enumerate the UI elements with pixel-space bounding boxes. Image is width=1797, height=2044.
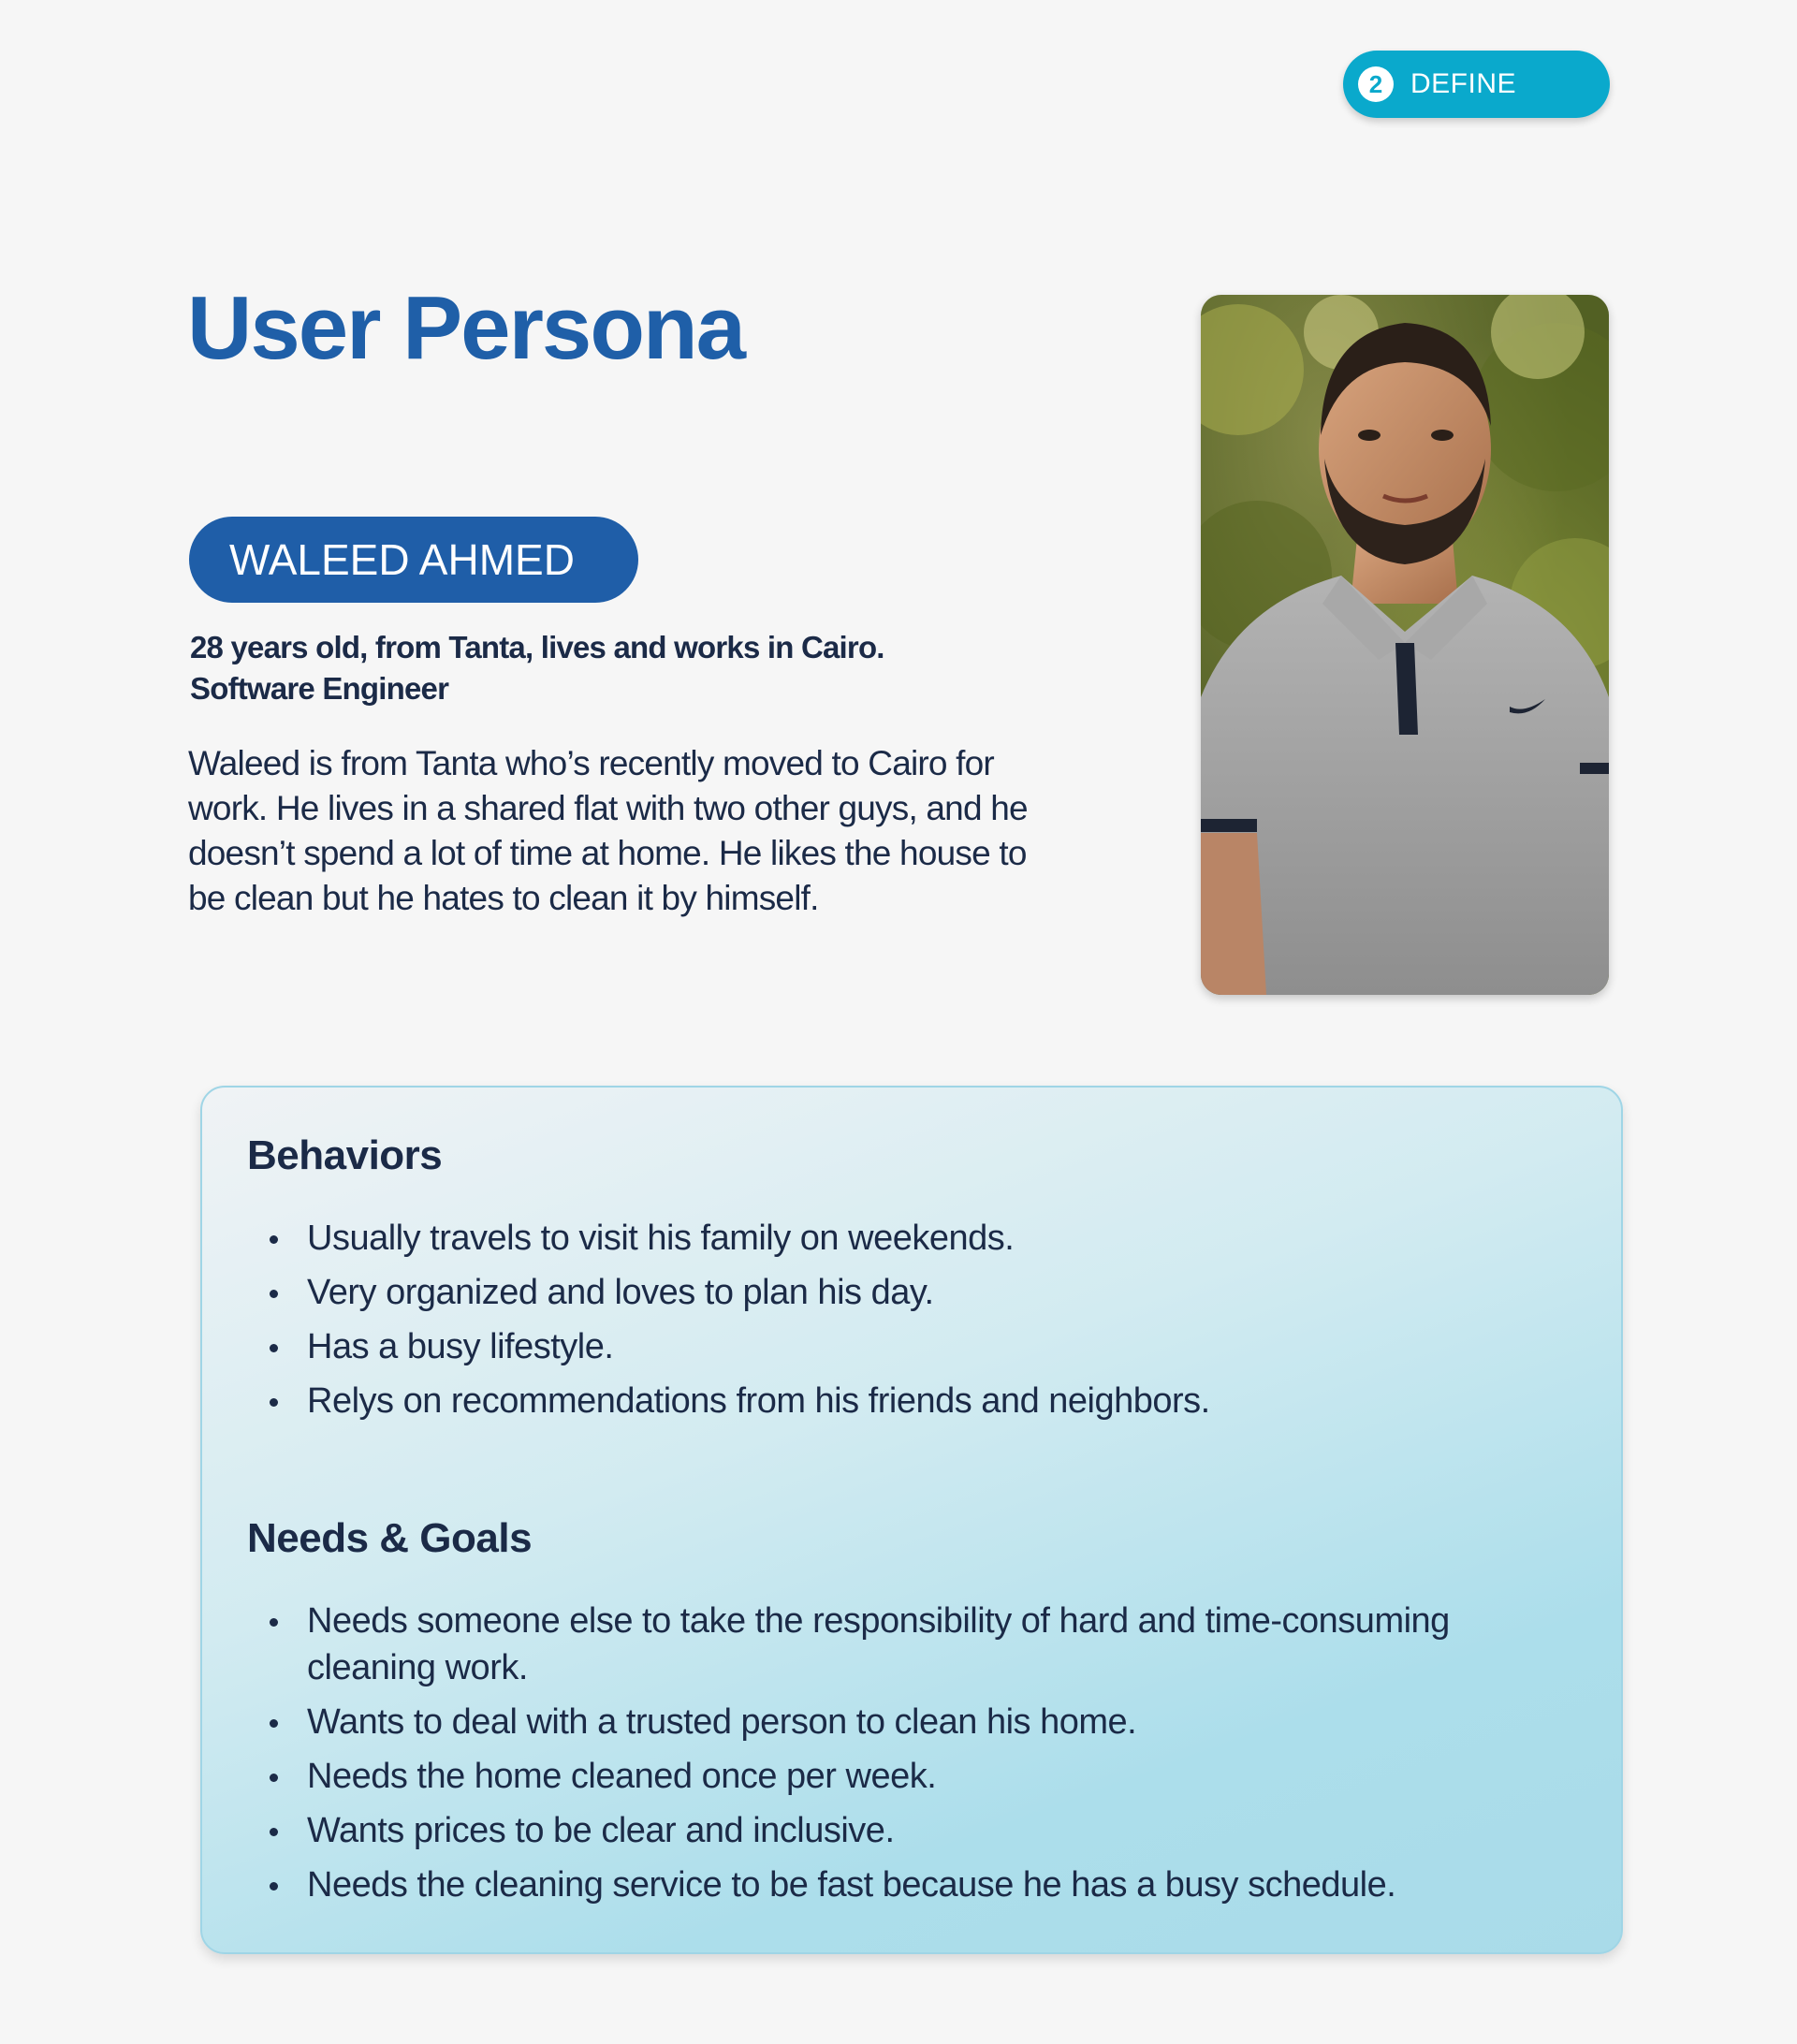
- step-badge: [1343, 51, 1610, 118]
- persona-bio: Waleed is from Tanta who’s recently moved to Cairo for work. He lives in a shared flat with two other guys, and he doesn’t spend a lot of time at home. He likes the house to be clean but he hates to clean it by himself.: [188, 744, 1028, 917]
- list-item: Very organized and loves to plan his day.: [247, 1269, 1557, 1316]
- list-item: Wants prices to be clear and inclusive.: [247, 1807, 1557, 1854]
- behaviors-list: [247, 1215, 1557, 1432]
- list-item: Needs the cleaning service to be fast because he has a busy schedule.: [247, 1862, 1557, 1908]
- behaviors-heading: Behaviors: [247, 1132, 443, 1178]
- needs-goals-list: [247, 1598, 1557, 1916]
- list-item: Relys on recommendations from his friends and neighbors.: [247, 1378, 1557, 1424]
- step-number: 2: [1358, 66, 1394, 102]
- list-item: Needs the home cleaned once per week.: [247, 1753, 1557, 1800]
- list-item: Needs someone else to take the responsibility of hard and time-consuming cleaning work.: [247, 1598, 1557, 1691]
- persona-name-badge: WALEED AHMED: [189, 517, 638, 603]
- step-label: DEFINE: [1410, 68, 1517, 99]
- page-title: User Persona: [187, 278, 744, 378]
- list-item: Has a busy lifestyle.: [247, 1323, 1557, 1370]
- persona-subtitle: [190, 627, 884, 709]
- list-item: Wants to deal with a trusted person to clean his home.: [247, 1699, 1557, 1745]
- persona-age-location: 28 years old, from Tanta, lives and works in Cairo.: [190, 630, 884, 664]
- persona-occupation: Software Engineer: [190, 671, 449, 706]
- persona-photo: [1201, 295, 1609, 995]
- list-item: Usually travels to visit his family on weekends.: [247, 1215, 1557, 1262]
- needs-goals-heading: Needs & Goals: [247, 1515, 533, 1561]
- persona-details-card: [200, 1086, 1623, 1954]
